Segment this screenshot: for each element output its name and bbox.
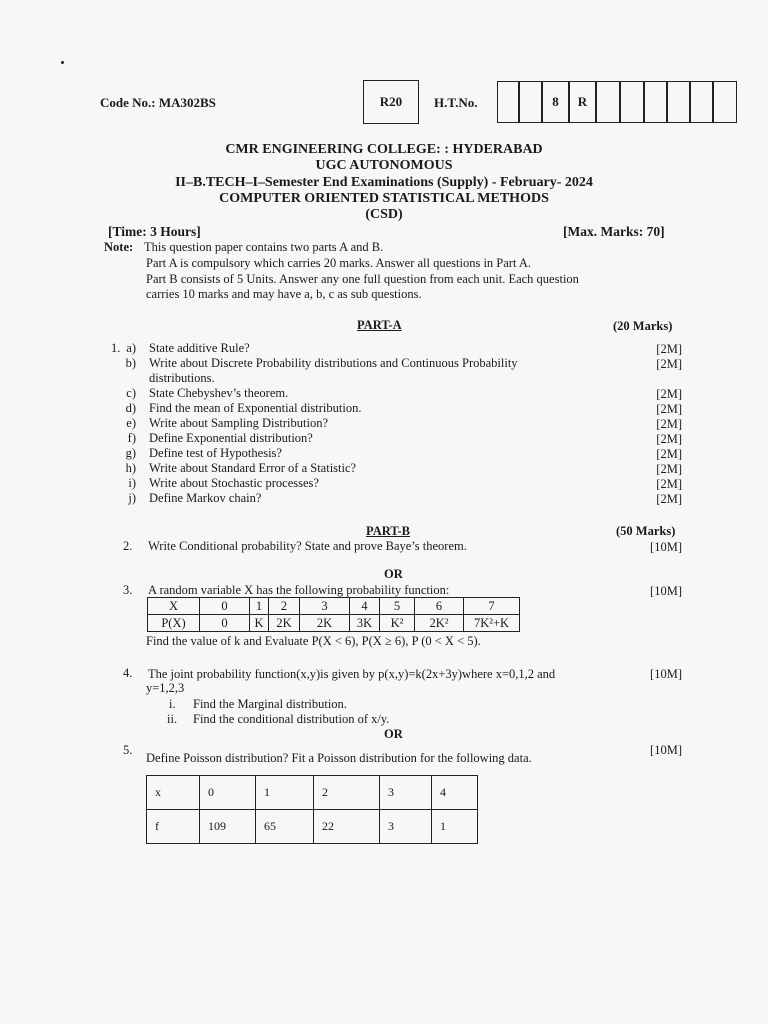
subquestion-text: Find the mean of Exponential distribution. <box>149 401 362 415</box>
table-cell-px: 2K² <box>415 615 464 632</box>
htno-label: H.T.No. <box>434 95 478 110</box>
htno-box <box>667 81 690 123</box>
table-cell-x: 6 <box>415 598 464 615</box>
subquestion-text: Write about Sampling Distribution? <box>149 416 328 430</box>
code-number: Code No.: MA302BS <box>100 95 216 110</box>
table-cell-px: 0 <box>200 615 250 632</box>
htno-box <box>620 81 644 123</box>
question-number: 5. <box>123 743 133 757</box>
subquestion-text: Find the conditional distribution of x/y. <box>193 712 390 726</box>
scan-speck <box>61 61 64 64</box>
branch: (CSD) <box>365 207 403 222</box>
subquestion-label: ii. <box>167 712 178 726</box>
table-cell-x: 4 <box>432 776 478 810</box>
table-cell-x: 3 <box>380 776 432 810</box>
question-marks: [10M] <box>650 743 682 757</box>
subquestion-marks: [2M] <box>656 477 682 491</box>
htno-box: R <box>569 81 596 123</box>
table-cell-x: 5 <box>380 598 415 615</box>
question-marks: [10M] <box>650 584 682 598</box>
table-cell-x: X <box>148 598 200 615</box>
subquestion-label: c) <box>126 386 136 400</box>
note-line: Part A is compulsory which carries 20 marks. Answer all questions in Part A. <box>146 256 532 270</box>
autonomous-status: UGC AUTONOMOUS <box>315 158 453 173</box>
table-cell-px: 2K <box>300 615 350 632</box>
table-cell-px: P(X) <box>148 615 200 632</box>
max-marks: [Max. Marks: 70] <box>563 224 665 239</box>
subquestion-label: j) <box>128 491 136 505</box>
table-cell-x: x <box>147 776 200 810</box>
or-separator: OR <box>384 727 403 741</box>
subquestion-marks: [2M] <box>656 357 682 371</box>
subquestion-label: d) <box>125 401 136 415</box>
table-cell-frequency: 3 <box>380 810 432 844</box>
note-line: Part B consists of 5 Units. Answer any one full question from each unit. Each question <box>146 272 579 286</box>
question-text: Define Poisson distribution? Fit a Poisson distribution for the following data. <box>146 751 532 765</box>
subquestion-text: State additive Rule? <box>149 341 250 355</box>
note-line: carries 10 marks and may have a, b, c as sub questions. <box>146 287 422 301</box>
subquestion-label: e) <box>126 416 136 430</box>
subquestion-text: Find the Marginal distribution. <box>193 697 347 711</box>
table-cell-x: 4 <box>350 598 380 615</box>
question-marks: [10M] <box>650 540 682 554</box>
table-cell-x: 2 <box>269 598 300 615</box>
table-cell-x: 7 <box>464 598 520 615</box>
htno-box <box>519 81 542 123</box>
probability-table <box>147 597 520 632</box>
table-cell-frequency: 109 <box>200 810 256 844</box>
table-cell-px: K² <box>380 615 415 632</box>
htno-box <box>596 81 620 123</box>
part-b-marks: (50 Marks) <box>616 524 676 538</box>
question-text: y=1,2,3 <box>146 681 185 695</box>
part-a-marks: (20 Marks) <box>613 319 673 333</box>
regulation-box: R20 <box>363 80 419 124</box>
subquestion-text: Write about Discrete Probability distributions and Continuous Probability <box>149 356 518 370</box>
note-label: Note: <box>104 240 134 254</box>
table-cell-px: 2K <box>269 615 300 632</box>
time-allowed: [Time: 3 Hours] <box>108 224 201 239</box>
table-cell-x: 3 <box>300 598 350 615</box>
htno-box: 8 <box>542 81 569 123</box>
subquestion-marks: [2M] <box>656 447 682 461</box>
table-cell-x: 0 <box>200 776 256 810</box>
college-name: CMR ENGINEERING COLLEGE: : HYDERABAD <box>225 142 543 157</box>
table-cell-frequency: f <box>147 810 200 844</box>
part-a-heading: PART-A <box>357 318 402 332</box>
subquestion-label: b) <box>125 356 136 370</box>
question-marks: [10M] <box>650 667 682 681</box>
subquestion-marks: [2M] <box>656 432 682 446</box>
htno-box <box>644 81 667 123</box>
subquestion-marks: [2M] <box>656 462 682 476</box>
poisson-data-table <box>146 775 478 844</box>
subquestion-text: Write about Stochastic processes? <box>149 476 319 490</box>
subquestion-marks: [2M] <box>656 387 682 401</box>
htno-box <box>497 81 519 123</box>
table-cell-x: 1 <box>250 598 269 615</box>
subquestion-marks: [2M] <box>656 342 682 356</box>
subquestion-marks: [2M] <box>656 402 682 416</box>
subquestion-text: Define Markov chain? <box>149 491 262 505</box>
subquestion-label: g) <box>125 446 136 460</box>
htno-box <box>713 81 737 123</box>
question-text: Write Conditional probability? State and prove Baye’s theorem. <box>148 539 467 553</box>
question-number: 3. <box>123 583 133 597</box>
question-text: The joint probability function(x,y)is given by p(x,y)=k(2x+3y)where x=0,1,2 and <box>148 667 556 681</box>
or-separator: OR <box>384 567 403 581</box>
table-cell-px: 3K <box>350 615 380 632</box>
subquestion-text: Write about Standard Error of a Statistic? <box>149 461 357 475</box>
question-text: A random variable X has the following probability function: <box>148 583 450 597</box>
subquestion-label: i. <box>169 697 176 711</box>
subquestion-label: h) <box>125 461 136 475</box>
table-cell-px: 7K²+K <box>464 615 520 632</box>
table-cell-frequency: 1 <box>432 810 478 844</box>
question-number: 2. <box>123 539 133 553</box>
note-line: This question paper contains two parts A and B. <box>144 240 384 254</box>
part-b-heading: PART-B <box>366 524 411 538</box>
exam-title: II–B.TECH–I–Semester End Examinations (Supply) - February- 2024 <box>175 175 593 190</box>
table-cell-x: 1 <box>256 776 314 810</box>
table-cell-frequency: 65 <box>256 810 314 844</box>
subquestion-text: distributions. <box>149 371 215 385</box>
question-number: 1. <box>111 341 121 355</box>
subquestion-label: a) <box>126 341 136 355</box>
subquestion-text: Define test of Hypothesis? <box>149 446 282 460</box>
table-cell-frequency: 22 <box>314 810 380 844</box>
subject-title: COMPUTER ORIENTED STATISTICAL METHODS <box>219 191 549 206</box>
subquestion-label: f) <box>127 431 136 445</box>
htno-box <box>690 81 713 123</box>
table-cell-x: 0 <box>200 598 250 615</box>
subquestion-text: Define Exponential distribution? <box>149 431 313 445</box>
subquestion-marks: [2M] <box>656 492 682 506</box>
subquestion-label: i) <box>128 476 136 490</box>
table-cell-px: K <box>250 615 269 632</box>
subquestion-marks: [2M] <box>656 417 682 431</box>
table-cell-x: 2 <box>314 776 380 810</box>
question-number: 4. <box>123 666 133 680</box>
question-text: Find the value of k and Evaluate P(X < 6), P(X ≥ 6), P (0 < X < 5). <box>146 634 481 648</box>
subquestion-text: State Chebyshev’s theorem. <box>149 386 289 400</box>
